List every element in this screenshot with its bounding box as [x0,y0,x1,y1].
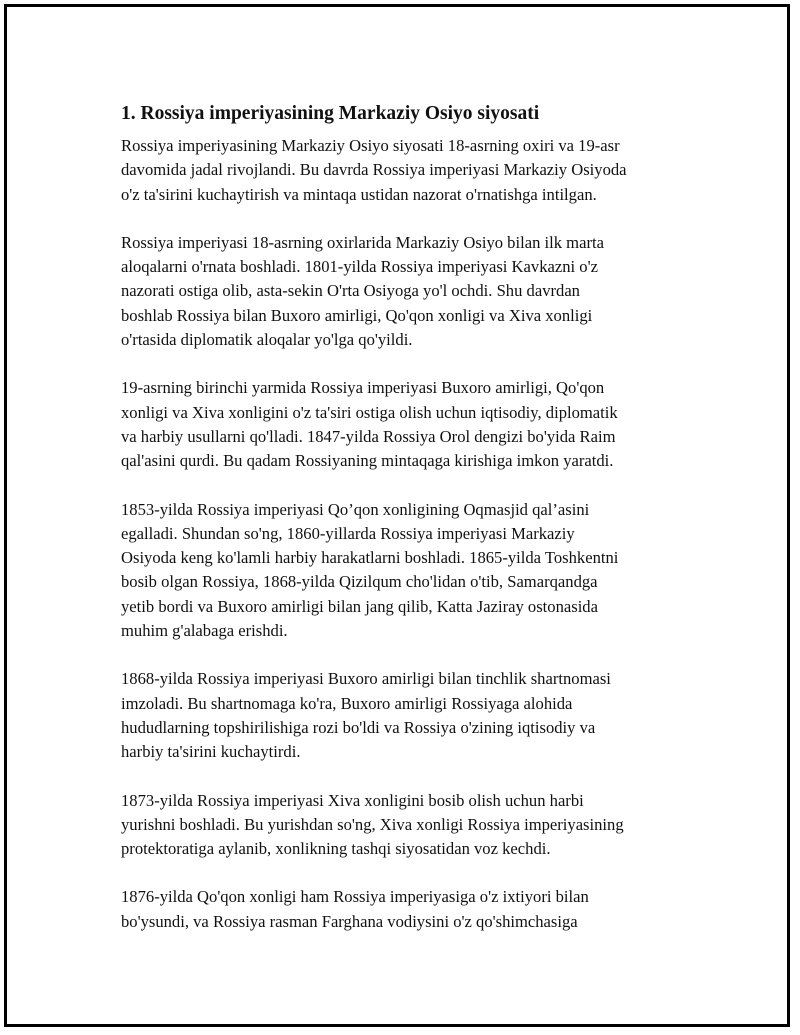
paragraph-3: 19-asrning birinchi yarmida Rossiya imperiyasi Buxoro amirligi, Qo'qon xonligi va Xiva xonligini o'z ta'siri ostiga olish uchun iqtisodiy, diplomatik va harbiy usullarni qo'lladi. 1847-yilda Rossiya Orol dengizi bo'yida Raim qal'asini qurdi. Bu qadam Rossiyaning mintaqaga kirishiga imkon yaratdi. [121,378,618,471]
paragraph-5: 1868-yilda Rossiya imperiyasi Buxoro amirligi bilan tinchlik shartnomasi imzoladi. Bu shartnomaga ko'ra, Buxoro amirligi Rossiyaga alohida hududlarning topshirilishiga rozi bo'ldi va Rossiya o'zining iqtisodiy va harbiy ta'sirini kuchaytirdi. [121,669,611,762]
paragraph-1: Rossiya imperiyasining Markaziy Osiyo siyosati 18-asrning oxiri va 19-asr davomida jadal rivojlandi. Bu davrda Rossiya imperiyasi Markaziy Osiyoda o'z ta'sirini kuchaytirish va mintaqa ustidan nazorat o'rnatishga intilgan. [121,136,627,204]
paragraph-6: 1873-yilda Rossiya imperiyasi Xiva xonligini bosib olish uchun harbi yurishni boshladi. Bu yurishdan so'ng, Xiva xonligi Rossiya imperiyasining protektoratiga aylanib, xonlikning tashqi siyosatidan voz kechdi. [121,790,624,859]
document-title: 1. Rossiya imperiyasining Markaziy Osiyo siyosati [121,103,540,124]
document-body [121,89,691,958]
paragraph-4: 1853-yilda Rossiya imperiyasi Qo’qon xonligining Oqmasjid qal’asini egalladi. Shundan so'ng, 1860-yillarda Rossiya imperiyasi Markaziy Osiyoda keng ko'lamli harbiy harakatlarni boshladi. 1865-yilda Toshkentni bosib olgan Rossiya, 1868-yilda Qizilqum cho'lidan o'tib, Samarqandga yetib bordi va Buxoro amirligi bilan jang qilib, Katta Jaziray ostonasida muhim g'alabaga erishdi. [121,499,619,641]
paragraph-2: Rossiya imperiyasi 18-asrning oxirlarida Markaziy Osiyo bilan ilk marta aloqalarni o'rnata boshladi. 1801-yilda Rossiya imperiyasi Kavkazni o'z nazorati ostiga olib, asta-sekin O'rta Osiyoga yo'l ochdi. Shu davrdan boshlab Rossiya bilan Buxoro amirligi, Qo'qon xonligi va Xiva xonligi o'rtasida diplomatik aloqalar yo'lga qo'yildi. [121,232,604,350]
paragraph-7: 1876-yilda Qo'qon xonligi ham Rossiya imperiyasiga o'z ixtiyori bilan bo'ysundi, va Rossiya rasman Farghana vodiysini o'z qo'shimchasiga [121,887,589,931]
page-frame [4,4,790,1027]
